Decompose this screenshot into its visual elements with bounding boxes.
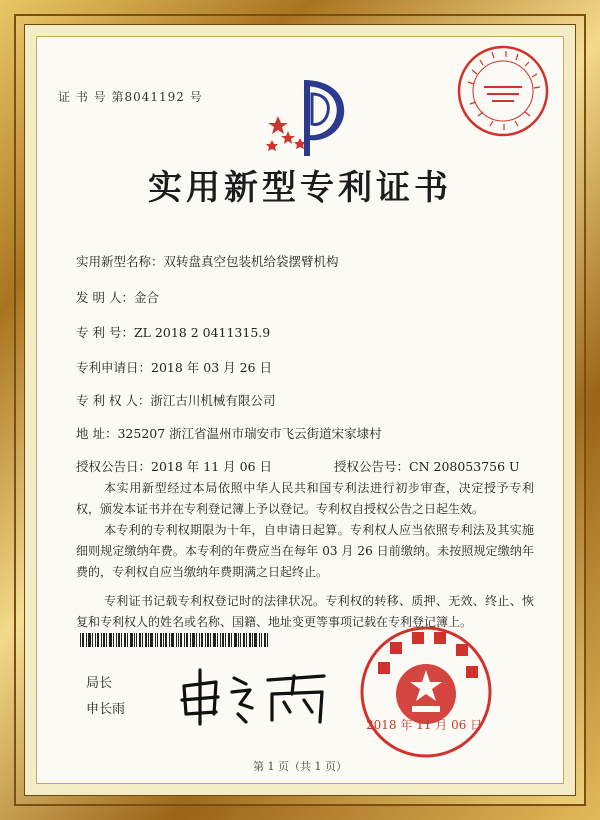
barcode-icon bbox=[80, 633, 270, 647]
patentee-label: 专 利 权 人： bbox=[76, 393, 151, 408]
inventor-label: 发 明 人： bbox=[76, 290, 134, 305]
grant-number-value: CN 208053756 U bbox=[409, 459, 520, 474]
filing-date-label: 专利申请日： bbox=[76, 360, 152, 375]
patentee-value: 浙江古川机械有限公司 bbox=[150, 393, 276, 408]
seal-date: 2018 年 11 月 06 日 bbox=[366, 718, 483, 732]
address-label: 地 址： bbox=[76, 426, 118, 441]
filing-date-value: 2018 年 03 月 26 日 bbox=[151, 360, 273, 375]
national-ipa-seal-icon bbox=[356, 622, 496, 762]
director-name: 申长雨 bbox=[86, 702, 126, 717]
director-signature-icon bbox=[176, 664, 346, 728]
utility-model-name-value: 双转盘真空包装机给袋摆臂机构 bbox=[163, 254, 339, 269]
certificate-number: 证 书 号 第8041192 号 bbox=[58, 90, 203, 104]
body-paragraph-2: 本专利的专利权期限为十年，自申请日起算。专利权人应当依照专利法及其实施细则规定缴纳年费。本专利的年费应当在每年 03 月 26 日前缴纳。未按照规定缴纳年费的，专利权自应当缴纳年费期满之日起终止。 bbox=[76, 523, 534, 579]
body-paragraph-3: 专利证书记载专利权登记时的法律状况。专利权的转移、质押、无效、终止、恢复和专利权人的姓名或名称、国籍、地址变更等事项记载在专利登记簿上。 bbox=[76, 594, 534, 629]
patent-number-label: 专 利 号： bbox=[76, 325, 134, 340]
patent-office-logo-icon bbox=[258, 76, 352, 160]
inventor-row bbox=[76, 288, 159, 306]
certificate-paper bbox=[36, 36, 564, 784]
utility-model-name-row bbox=[76, 252, 339, 270]
inventor-value: 金合 bbox=[133, 290, 159, 305]
patentee-row bbox=[76, 391, 275, 409]
grant-date-value: 2018 年 11 月 06 日 bbox=[151, 459, 273, 474]
page-number: 第 1 页（共 1 页） bbox=[253, 760, 347, 773]
address-value: 325207 浙江省温州市瑞安市飞云街道宋家埭村 bbox=[117, 426, 382, 441]
grant-date-row bbox=[76, 457, 272, 475]
grant-number-label: 授权公告号： bbox=[334, 459, 410, 474]
patent-number-row bbox=[76, 323, 270, 341]
filing-date-row bbox=[76, 358, 272, 376]
grant-date-label: 授权公告日： bbox=[76, 459, 152, 474]
grant-number-row bbox=[334, 457, 520, 475]
utility-model-name-label: 实用新型名称： bbox=[76, 254, 164, 269]
address-row bbox=[76, 424, 382, 442]
patent-number-value: ZL 2018 2 0411315.9 bbox=[133, 325, 271, 340]
certificate-title: 实用新型专利证书 bbox=[148, 168, 452, 208]
director-title: 局长 bbox=[86, 676, 113, 691]
certificate-body bbox=[76, 478, 534, 633]
registration-seal-icon bbox=[454, 42, 552, 140]
body-paragraph-1: 本实用新型经过本局依照中华人民共和国专利法进行初步审查，决定授予专利权，颁发本证书并在专利登记簿上予以登记。专利权自授权公告之日起生效。 bbox=[76, 481, 534, 516]
